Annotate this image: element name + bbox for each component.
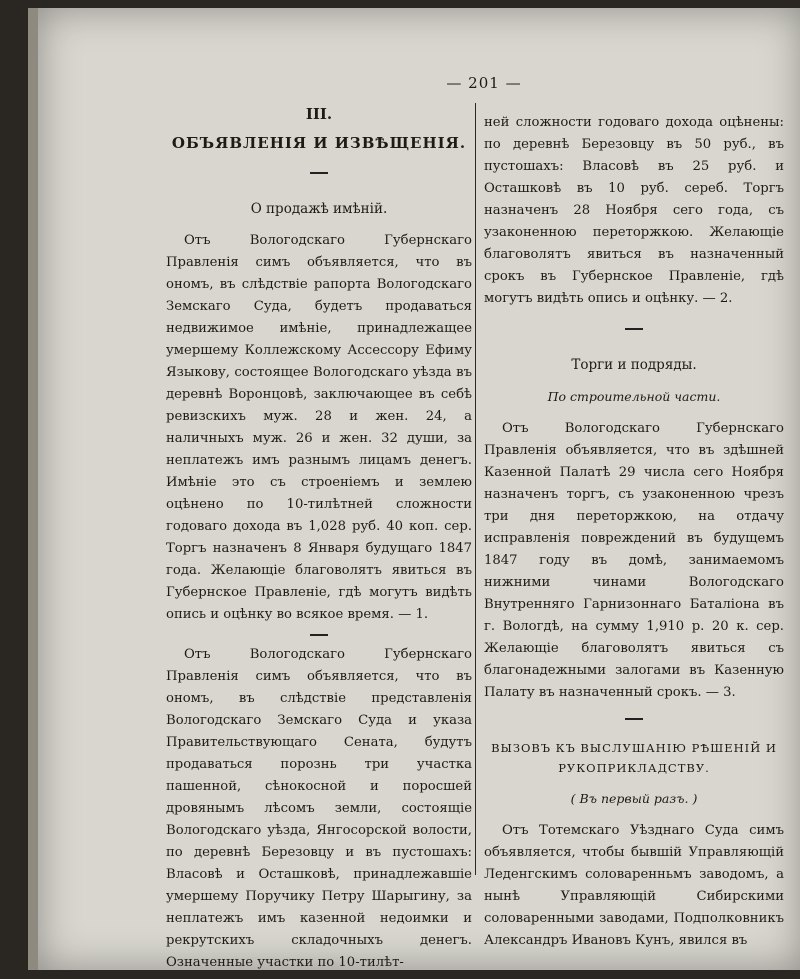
section-title: ОБЪЯВЛЕНІЯ И ИЗВѢЩЕНІЯ.: [171, 134, 467, 152]
right-column: [484, 112, 784, 952]
subheading-sales: О продажѣ имѣній.: [250, 201, 388, 217]
separator-dash: [310, 172, 328, 174]
subheading-first-time: ( Въ первый разъ. ): [570, 791, 698, 806]
notice-paragraph-4: Отъ Тотемскаго Уѣзднаго Суда симъ объявляется, чтобы бывшій Управляющій Леденгскимъ соловаренньмъ заводомъ, а нынѣ Управляющій Сибирскими соловаренными заводами, Подполковникъ Александръ Ивановъ Кунъ, явился въ: [484, 823, 784, 948]
section-number: III.: [305, 105, 333, 123]
separator-dash: [625, 328, 643, 330]
separator-dash: [310, 634, 328, 636]
document-page: [28, 8, 800, 970]
left-column: [166, 102, 472, 974]
column-divider: [475, 103, 476, 875]
page-number: — 201 —: [446, 74, 522, 92]
notice-continuation: ней сложности годоваго дохода оцѣнены: по деревнѣ Березовцу въ 50 руб., въ пустошахъ: Власовѣ въ 25 руб. и Осташковѣ въ 10 руб. сереб. Торгъ назначенъ 28 Ноября сего года, съ узаконенною переторжкою. Желающіе благоволятъ явиться въ назначенный срокъ въ Губернское Правленіе, гдѣ могутъ видѣть опись и оцѣнку. — 2.: [484, 115, 784, 306]
notice-paragraph-3: Отъ Вологодскаго Губернскаго Правленія объявляется, что въ здѣшней Казенной Палатѣ 29 числа сего Ноября назначенъ торгъ, съ узаконенною чрезъ три дня переторжкою, на отдачу исправленія повреждений въ будущемъ 1847 году въ домѣ, занимаемомъ нижними чинами Вологодскаго Внутренняго Гарнизоннаго Баталіона въ г. Вологдѣ, на сумму 1,910 р. 20 к. сер. Желающіе благоволятъ явиться съ благонадежными залогами въ Казенную Палату въ назначенный срокъ. — 3.: [484, 421, 784, 700]
separator-dash: [625, 718, 643, 720]
subheading-construction: По строительной части.: [547, 389, 721, 404]
notice-paragraph-1: Отъ Вологодскаго Губернскаго Правленія симъ объявляется, что въ ономъ, въ слѣдствіе рапорта Вологодскаго Земскаго Суда, будетъ продаваться недвижимое имѣніе, принадлежащее умершему Коллежскому Ассессору Ефиму Языкову, состоящее Вологодскаго уѣзда въ деревнѣ Воронцовѣ, заключающее въ себѣ ревизскихъ муж. 28 и жен. 24, а наличныхъ муж. 26 и жен. 32 души, за неплатежъ имъ разнымъ лицамъ денегъ. Имѣніе это съ строеніемъ и землею оцѣнено по 10-тилѣтней сложности годоваго дохода въ 1,028 руб. 40 коп. сер. Торгъ назначенъ 8 Января будущаго 1847 года. Желающіе благоволятъ явиться въ Губернское Правленіе, гдѣ могутъ видѣть опись и оцѣнку во всякое время. — 1.: [166, 233, 472, 622]
heading-auctions: Торги и подряды.: [571, 357, 697, 373]
heading-summons: ВЫЗОВЪ КЪ ВЫСЛУШАНІЮ РѢШЕНІЙ И РУКОПРИКЛАДСТВУ.: [491, 741, 777, 775]
notice-paragraph-2: Отъ Вологодскаго Губернскаго Правленія симъ объявляется, что въ ономъ, въ слѣдствіе представленія Вологодскаго Земскаго Суда и указа Правительствующаго Сената, будутъ продаваться порознь три участка пашенной, сѣнокосной и поросшей дровянымъ лѣсомъ земли, состоящіе Вологодскаго уѣзда, Янгосорской волости, по деревнѣ Березовцу и въ пустошахъ: Власовѣ и Осташковѣ, принадлежавшіе умершему Поручику Петру Шарыгину, за неплатежъ имъ казенной недоимки и рекрутскихъ складочныхъ денегъ. Означенные участки по 10-тилѣт-: [166, 647, 472, 970]
